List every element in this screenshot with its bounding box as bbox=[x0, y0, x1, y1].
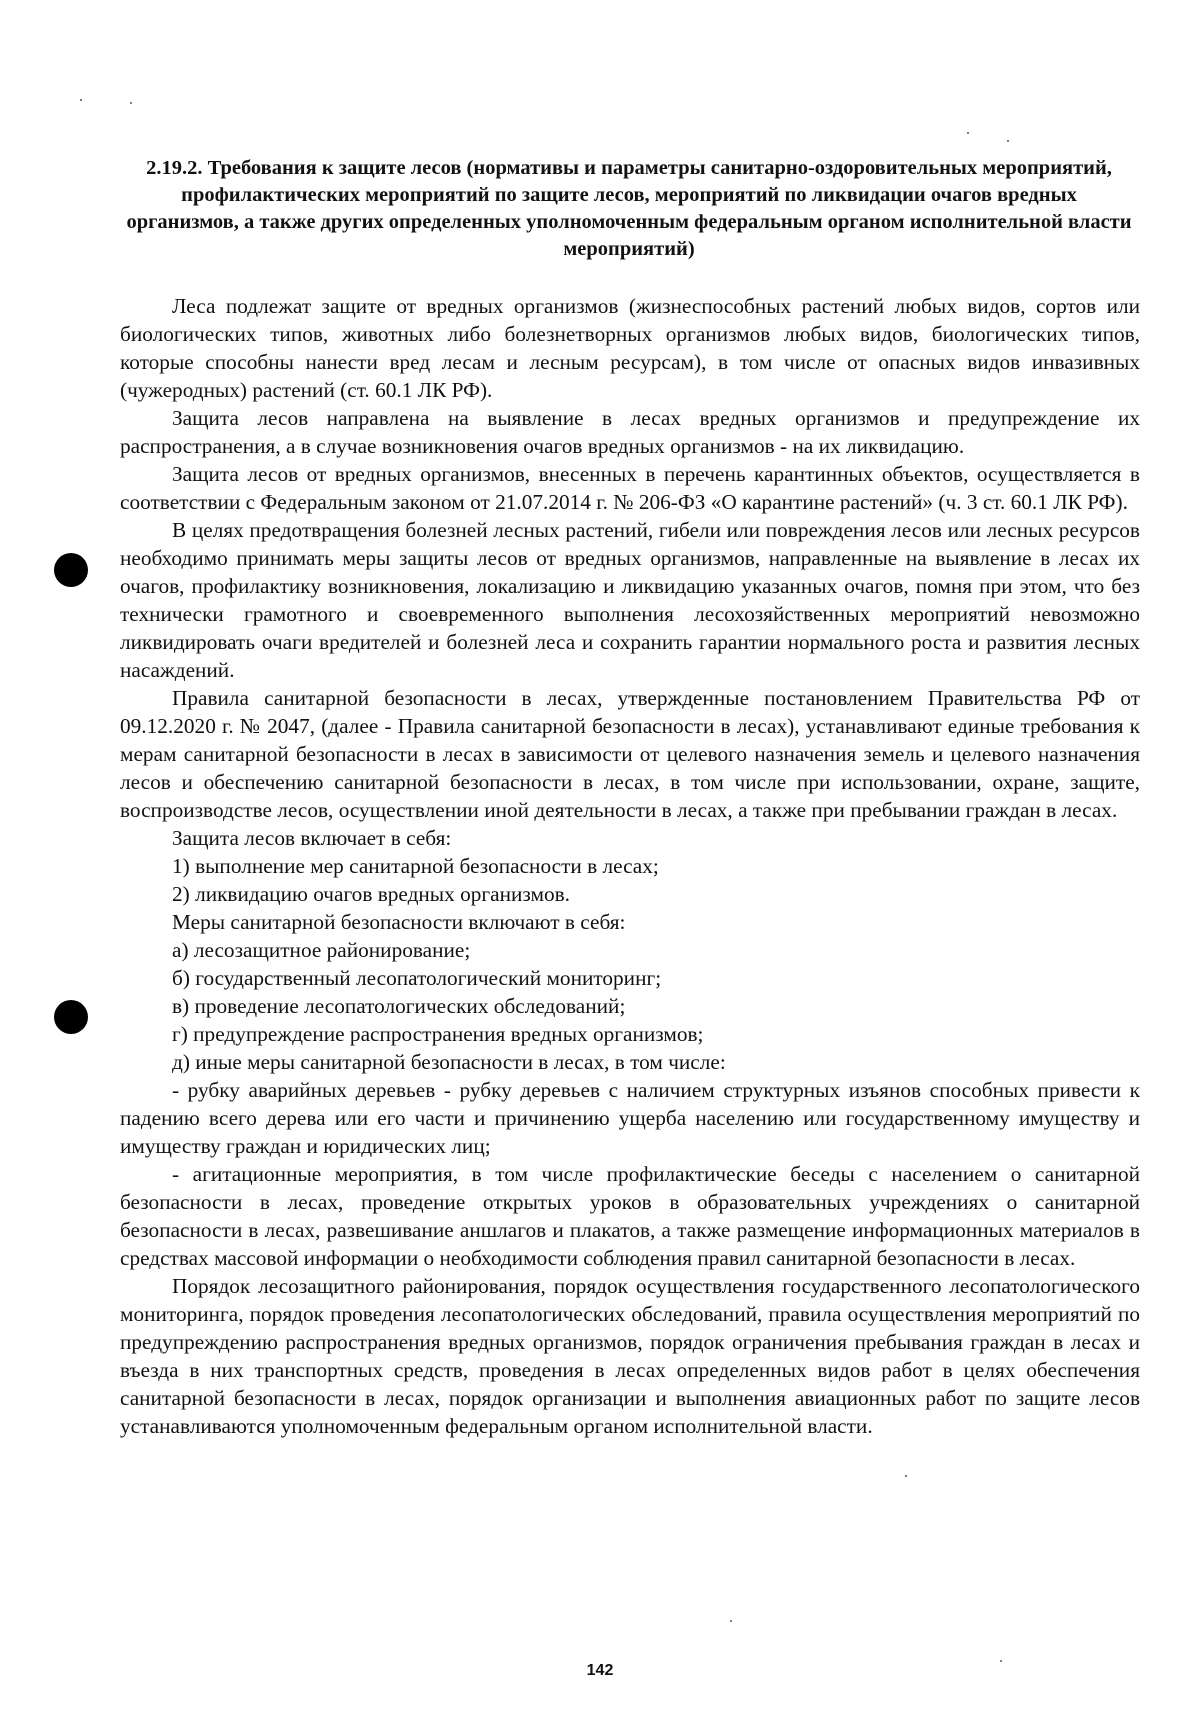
section-title: 2.19.2. Требования к защите лесов (нормативы и параметры санитарно-оздоровительных мероприятий, профилактических мероприятий по защите лесов, мероприятий по ликвидации очагов вредных организмов, а также других определенных уполномоченным федеральным органом исполнительной власти мероприятий) bbox=[126, 157, 1132, 260]
paragraph: Порядок лесозащитного районирования, порядок осуществления государственного лесопатологического мониторинга, порядок проведения лесопатологических обследований, правила осуществления мероприятий по предупреждению распространения вредных организмов, порядок ограничения пребывания граждан в лесах и въезда в них транспортных средств, проведения в лесах определенных видов работ в целях обеспечения санитарной безопасности в лесах, порядок организации и выполнения авиационных работ по защите лесов устанавливаются уполномоченным федеральным органом исполнительной власти. bbox=[120, 1274, 1140, 1438]
scan-speck bbox=[730, 1620, 732, 1622]
list-item: г) предупреждение распространения вредных организмов; bbox=[172, 1022, 704, 1046]
list-item: 1) выполнение мер санитарной безопасности в лесах; bbox=[172, 854, 659, 878]
paragraph: - агитационные мероприятия, в том числе профилактические беседы с населением о санитарной безопасности в лесах, проведение открытых уроков в образовательных учреждениях о санитарной безопасности в лесах, развешивание аншлагов и плакатов, а также размещение информационных материалов в средствах массовой информации о необходимости соблюдения правил санитарной безопасности в лесах. bbox=[120, 1162, 1140, 1270]
list-item: б) государственный лесопатологический мониторинг; bbox=[172, 966, 662, 990]
scan-speck bbox=[967, 132, 969, 134]
paragraph: Защита лесов направлена на выявление в лесах вредных организмов и предупреждение их распространения, а в случае возникновения очагов вредных организмов - на их ликвидацию. bbox=[120, 406, 1140, 458]
scan-speck bbox=[130, 102, 132, 104]
list-item: а) лесозащитное районирование; bbox=[172, 938, 471, 962]
list-item: Защита лесов включает в себя: bbox=[172, 826, 452, 850]
list-item: 2) ликвидацию очагов вредных организмов. bbox=[172, 882, 570, 906]
list-item: Меры санитарной безопасности включают в себя: bbox=[172, 910, 626, 934]
scan-speck bbox=[80, 99, 82, 101]
paragraph: Защита лесов от вредных организмов, внесенных в перечень карантинных объектов, осуществляется в соответствии с Федеральным законом от 21.07.2014 г. № 206-ФЗ «О карантине растений» (ч. 3 ст. 60.1 ЛК РФ). bbox=[120, 462, 1140, 514]
punch-hole-top bbox=[54, 553, 88, 587]
page-number: 142 bbox=[586, 1662, 614, 1679]
list-item: д) иные меры санитарной безопасности в лесах, в том числе: bbox=[172, 1050, 726, 1074]
paragraph: - рубку аварийных деревьев - рубку деревьев с наличием структурных изъянов способных привести к падению всего дерева или его части и причинению ущерба населению или государственному имуществу и имуществу граждан и юридических лиц; bbox=[120, 1078, 1140, 1158]
punch-hole-bottom bbox=[54, 1000, 88, 1034]
paragraph: Правила санитарной безопасности в лесах, утвержденные постановлением Правительства РФ от 09.12.2020 г. № 2047, (далее - Правила санитарной безопасности в лесах), устанавливают единые требования к мерам санитарной безопасности в лесах в зависимости от целевого назначения земель и целевого назначения лесов и обеспечению санитарной безопасности в лесах, в том числе при использовании, охране, защите, воспроизводстве лесов, осуществлении иной деятельности в лесах, а также при пребывании граждан в лесах. bbox=[120, 686, 1140, 822]
paragraph: В целях предотвращения болезней лесных растений, гибели или повреждения лесов или лесных ресурсов необходимо принимать меры защиты лесов от вредных организмов, направленные на выявление в лесах их очагов, профилактику возникновения, локализацию и ликвидацию указанных очагов, помня при этом, что без технически грамотного и своевременного выполнения лесохозяйственных мероприятий невозможно ликвидировать очаги вредителей и болезней леса и сохранить гарантии нормального роста и развития лесных насаждений. bbox=[120, 518, 1140, 682]
document-body bbox=[120, 292, 1140, 1440]
list-item: в) проведение лесопатологических обследований; bbox=[172, 994, 626, 1018]
scan-speck bbox=[905, 1475, 907, 1477]
scan-speck bbox=[1007, 140, 1009, 142]
paragraph: Леса подлежат защите от вредных организмов (жизнеспособных растений любых видов, сортов или биологических типов, животных либо болезнетворных организмов любых видов, биологических типов, которые способны нанести вред лесам и лесным ресурсам), в том числе от опасных видов инвазивных (чужеродных) растений (ст. 60.1 ЛК РФ). bbox=[120, 294, 1140, 402]
